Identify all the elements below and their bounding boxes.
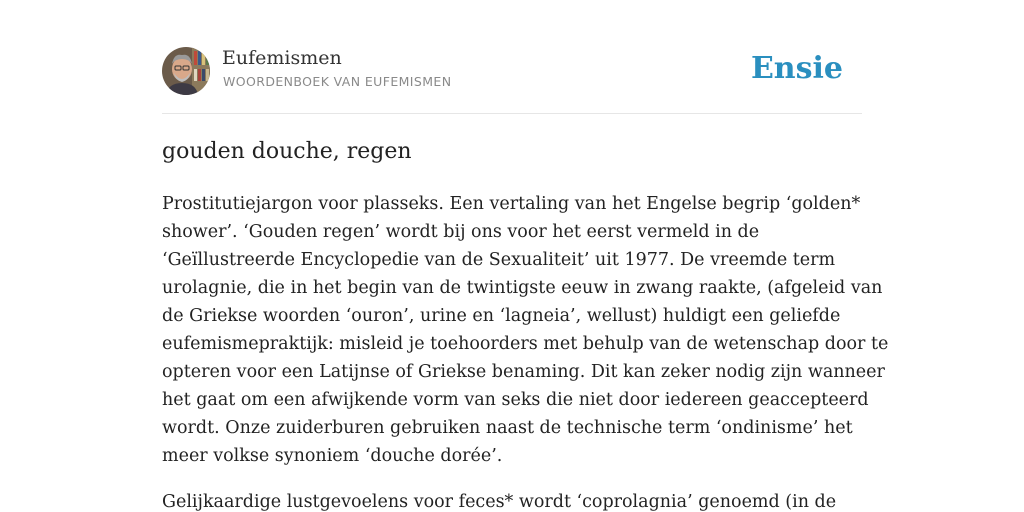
entry-paragraph-1	[162, 190, 889, 470]
paragraph-line: het gaat om een afwijkende vorm van seks die niet door iedereen geaccepteerd	[162, 390, 869, 410]
avatar-photo-icon	[162, 47, 210, 95]
paragraph-line: de Griekse woorden ‘ouron’, urine en ‘lagneia’, wellust) huldigt een geliefde	[162, 306, 841, 326]
paragraph-line: ‘Geïllustreerde Encyclopedie van de Sexualiteit’ uit 1977. De vreemde term	[162, 250, 836, 270]
paragraph-line: urolagnie, die in het begin van de twintigste eeuw in zwang raakte, (afgeleid van	[162, 278, 883, 298]
paragraph-line: Prostitutiejargon voor plasseks. Een vertaling van het Engelse begrip ‘golden*	[162, 194, 861, 214]
paragraph-line: shower’. ‘Gouden regen’ wordt bij ons voor het eerst vermeld in de	[162, 222, 760, 242]
source-subtitle: WOORDENBOEK VAN EUFEMISMEN	[223, 74, 452, 89]
header-divider	[162, 113, 862, 114]
paragraph-line: wordt. Onze zuiderburen gebruiken naast de technische term ‘ondinisme’ het	[162, 418, 853, 438]
paragraph-line: meer volkse synoniem ‘douche dorée’.	[162, 446, 503, 466]
header	[162, 46, 862, 96]
paragraph-line: opteren voor een Latijnse of Griekse benaming. Dit kan zeker nodig zijn wanneer	[162, 362, 885, 382]
brand-logo[interactable]: Ensie	[750, 51, 843, 86]
entry-body	[162, 190, 889, 512]
entry-title: gouden douche, regen	[162, 139, 412, 164]
author-avatar[interactable]	[162, 47, 210, 95]
paragraph-line: eufemismepraktijk: misleid je toehoorders met behulp van de wetenschap door te	[162, 334, 889, 354]
entry-paragraph-2	[162, 488, 872, 512]
source-name[interactable]: Eufemismen	[222, 47, 342, 69]
paragraph-line: Gelijkaardige lustgevoelens voor feces* wordt ‘coprolagnia’ genoemd (in de	[162, 492, 837, 512]
